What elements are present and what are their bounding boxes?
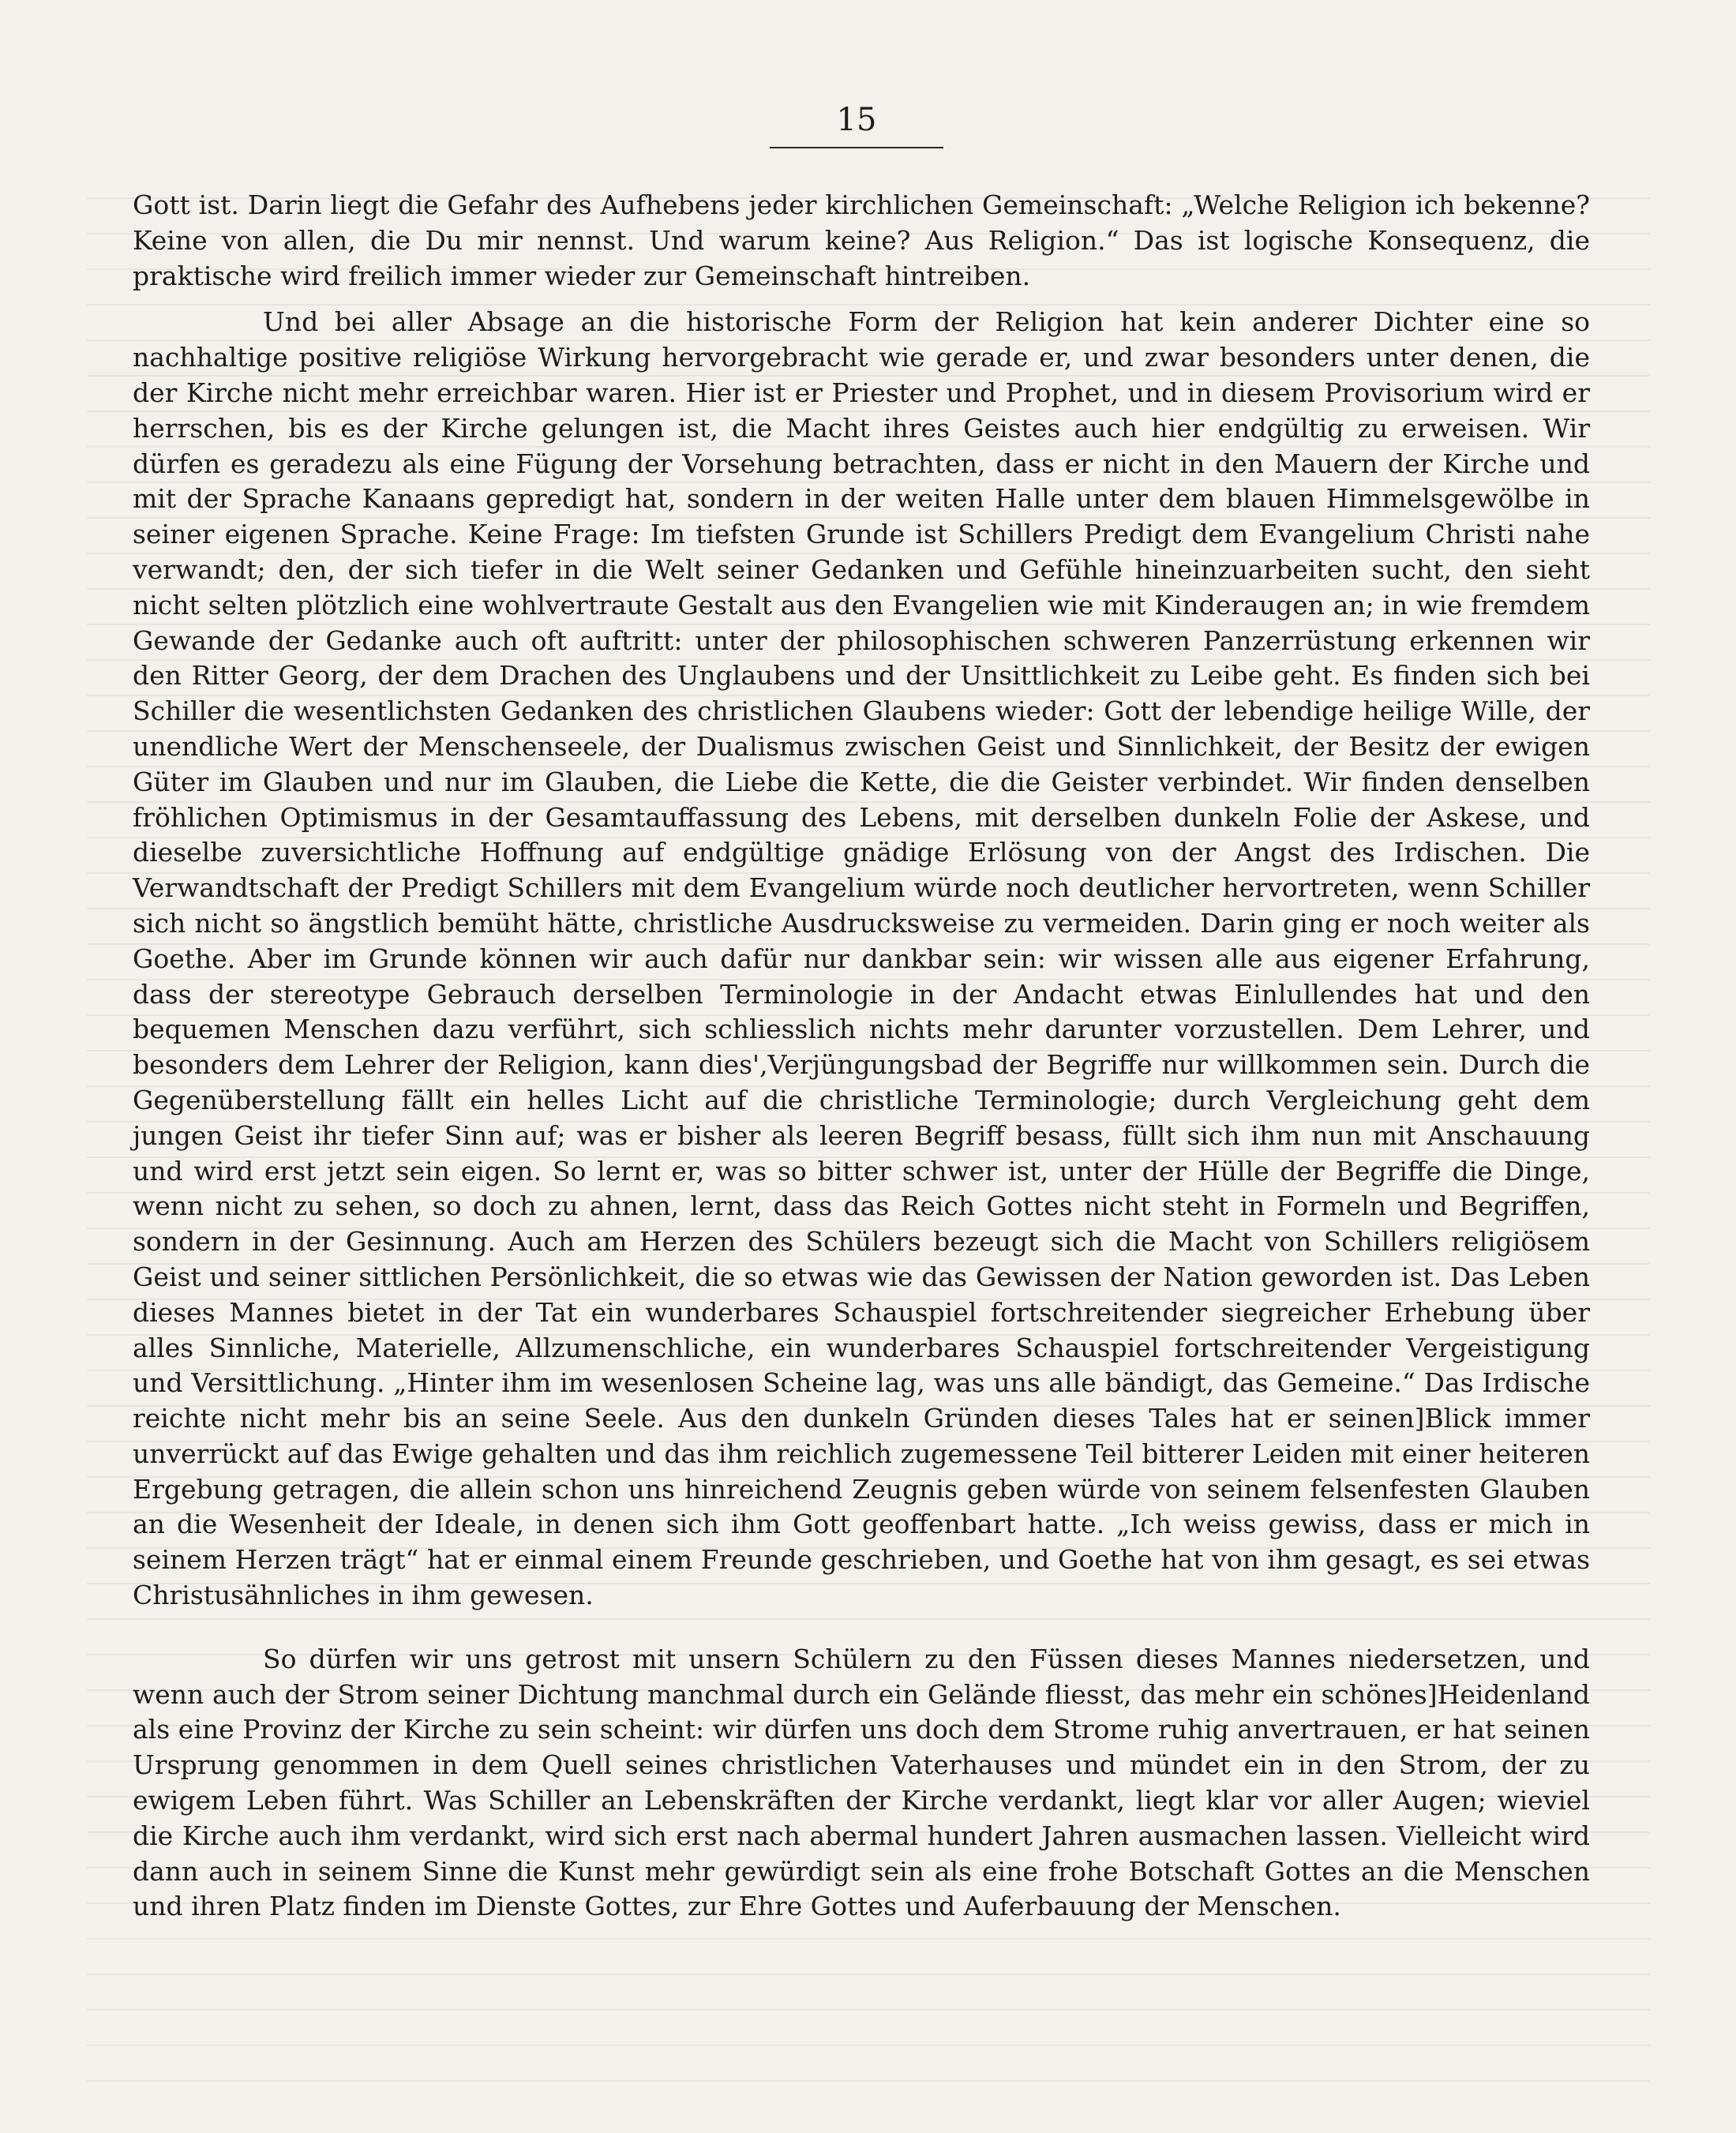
paragraph-3: So dürfen wir uns getrost mit unsern Schülern zu den Füssen dieses Mannes niedersetzen, und wenn auch der Strom seiner Dichtung manchmal durch ein Gelände fliesst, das mehr ein schönes]Heidenland als eine Provinz der Kirche zu sein scheint: wir dürfen uns doch dem Strome ruhig anvertrauen, er hat seinen Ursprung genommen in dem Quell seines christlichen Vaterhauses und mündet ein in den Strom, der zu ewigem Leben führt. Was Schiller an Lebenskräften der Kirche verdankt, liegt klar vor aller Augen; wieviel die Kirche auch ihm verdankt, wird sich erst nach abermal hundert Jahren ausmachen lassen. Vielleicht wird dann auch in seinem Sinne die Kunst mehr gewürdigt sein als eine frohe Botschaft Gottes an die Menschen und ihren Platz finden im Dienste Gottes, zur Ehre Gottes und Auferbauung der Menschen. <box>133 1643 1590 1922</box>
paragraph-1: Gott ist. Darin liegt die Gefahr des Aufhebens jeder kirchlichen Gemeinschaft: „Welche Religion ich bekenne? Keine von allen, die Du mir nennst. Und warum keine? Aus Religion.“ Das ist logische Konsequenz, die praktische wird freilich immer wieder zur Gemeinschaft hintreiben. <box>133 189 1590 291</box>
page-number: 15 <box>836 102 877 138</box>
paragraph-2: Und bei aller Absage an die historische Form der Religion hat kein anderer Dichter eine so nachhaltige positive religiöse Wirkung hervorgebracht wie gerade er, und zwar besonders unter denen, die der Kirche nicht mehr erreichbar waren. Hier ist er Priester und Prophet, und in diesem Provisorium wird er herrschen, bis es der Kirche gelungen ist, die Macht ihres Geistes auch hier endgültig zu erweisen. Wir dürfen es geradezu als eine Fügung der Vorsehung betrachten, dass er nicht in den Mauern der Kirche und mit der Sprache Kanaans gepredigt hat, sondern in der weiten Halle unter dem blauen Himmelsgewölbe in seiner eigenen Sprache. Keine Frage: Im tiefsten Grunde ist Schillers Predigt dem Evangelium Christi nahe verwandt; den, der sich tiefer in die Welt seiner Gedanken und Gefühle hineinzuarbeiten sucht, den sieht nicht selten plötzlich eine wohlvertraute Gestalt aus den Evangelien wie mit Kinderaugen an; in wie fremdem Gewande der Gedanke auch oft auftritt: unter der philosophischen schweren Panzerrüstung erkennen wir den Ritter Georg, der dem Drachen des Unglaubens und der Unsittlichkeit zu Leibe geht. Es finden sich bei Schiller die wesentlichsten Gedanken des christlichen Glaubens wieder: Gott der lebendige heilige Wille, der unendliche Wert der Menschenseele, der Dualismus zwischen Geist und Sinnlichkeit, der Besitz der ewigen Güter im Glauben und nur im Glauben, die Liebe die Kette, die die Geister verbindet. Wir finden denselben fröhlichen Optimismus in der Gesamtauffassung des Lebens, mit derselben dunkeln Folie der Askese, und dieselbe zuversichtliche Hoffnung auf endgültige gnädige Erlösung von der Angst des Irdischen. Die Verwandtschaft der Predigt Schillers mit dem Evangelium würde noch deutlicher hervortreten, wenn Schiller sich nicht so ängstlich bemüht hätte, christliche Ausdrucksweise zu vermeiden. Darin ging er noch weiter als Goethe. Aber im Grunde können wir auch dafür nur dankbar sein: wir wissen alle aus eigener Erfahrung, dass der stereotype Gebrauch derselben Terminologie in der Andacht etwas Einlullendes hat und den bequemen Menschen dazu verführt, sich schliesslich nichts mehr darunter vorzustellen. Dem Lehrer, und besonders dem Lehrer der Religion, kann dies',Verjüngungsbad der Begriffe nur willkommen sein. Durch die Gegenüberstellung fällt ein helles Licht auf die christliche Terminologie; durch Vergleichung geht dem jungen Geist ihr tiefer Sinn auf; was er bisher als leeren Begriff besass, füllt sich ihm nun mit Anschauung und wird erst jetzt sein eigen. So lernt er, was so bitter schwer ist, unter der Hülle der Begriffe die Dinge, wenn nicht zu sehen, so doch zu ahnen, lernt, dass das Reich Gottes nicht steht in Formeln und Begriffen, sondern in der Gesinnung. Auch am Herzen des Schülers bezeugt sich die Macht von Schillers religiösem Geist und seiner sittlichen Persönlichkeit, die so etwas wie das Gewissen der Nation geworden ist. Das Leben dieses Mannes bietet in der Tat ein wunderbares Schauspiel fortschreitender siegreicher Erhebung über alles Sinnliche, Materielle, Allzumenschliche, ein wunderbares Schauspiel fortschreitender Vergeistigung und Versittlichung. „Hinter ihm im wesenlosen Scheine lag, was uns alle bändigt, das Gemeine.“ Das Irdische reichte nicht mehr bis an seine Seele. Aus den dunkeln Gründen dieses Tales hat er seinen]Blick immer unverrückt auf das Ewige gehalten und das ihm reichlich zugemessene Teil bitterer Leiden mit einer heiteren Ergebung getragen, die allein schon uns hinreichend Zeugnis geben würde von seinem felsenfesten Glauben an die Wesenheit der Ideale, in denen sich ihm Gott geoffenbart hatte. „Ich weiss gewiss, dass er mich in seinem Herzen trägt“ hat er einmal einem Freunde geschrieben, und Goethe hat von ihm gesagt, es sei etwas Christusähnliches in ihm gewesen. <box>133 306 1590 1611</box>
body-text <box>133 188 1590 1925</box>
page-number-rule <box>770 147 943 148</box>
